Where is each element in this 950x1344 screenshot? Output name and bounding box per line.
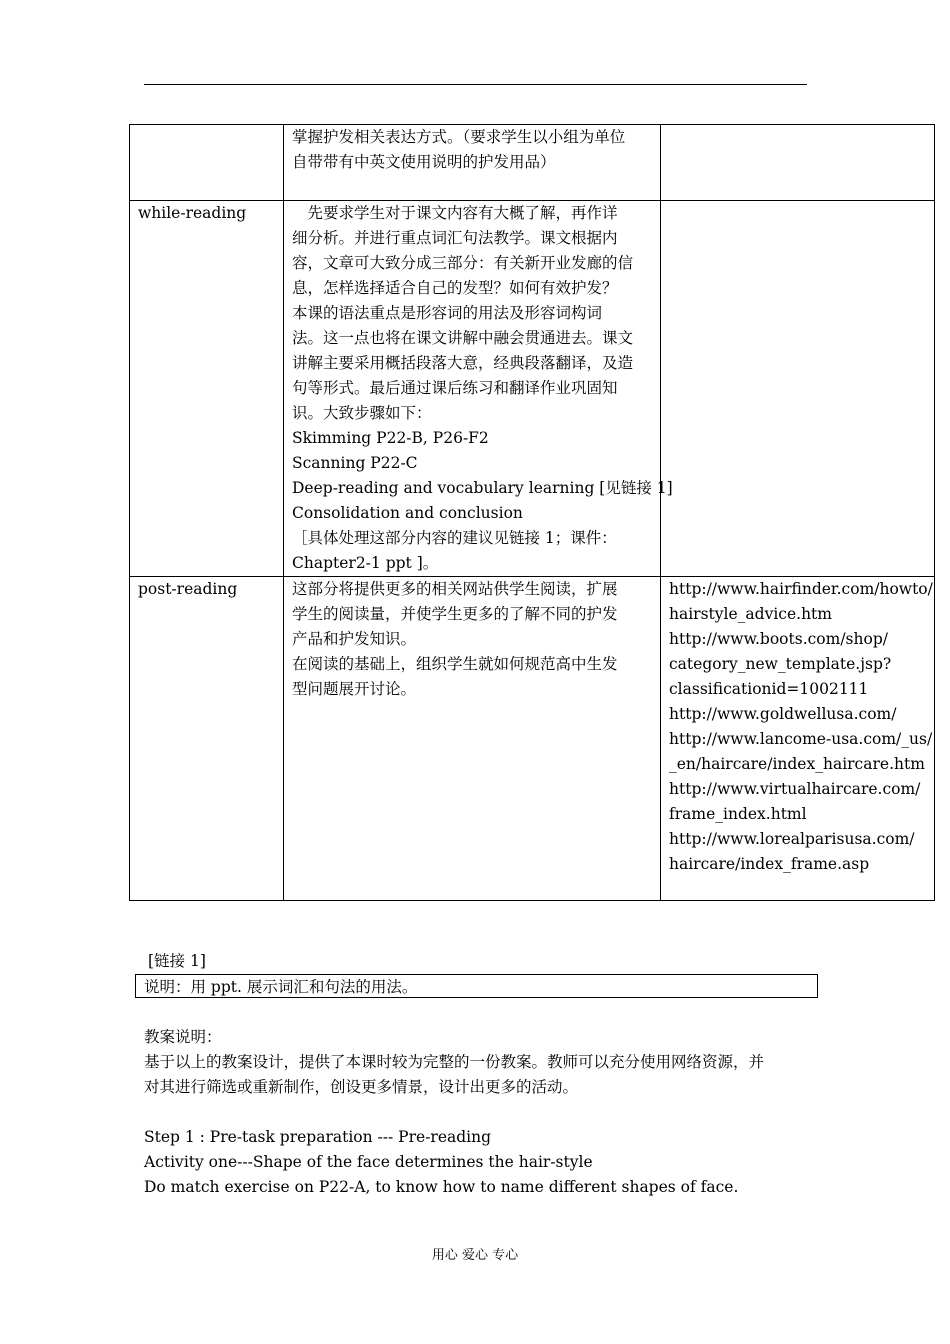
- content-line: 息，怎样选择适合自己的发型？如何有效护发？: [292, 279, 618, 297]
- resources-cell: [661, 577, 935, 901]
- content-line: Consolidation and conclusion: [292, 504, 523, 522]
- table-row: [130, 125, 935, 201]
- resources-cell: [661, 201, 935, 577]
- resource-link[interactable]: hairstyle_advice.htm: [669, 605, 832, 623]
- stage-cell: [130, 577, 284, 901]
- content-line: 学生的阅读量，并使学生更多的了解不同的护发: [292, 605, 618, 623]
- resource-link[interactable]: http://www.goldwellusa.com/: [669, 705, 897, 723]
- activity-heading: Activity one---Shape of the face determines the hair-style: [144, 1153, 593, 1171]
- resource-link[interactable]: http://www.lorealparisusa.com/: [669, 830, 915, 848]
- resource-link[interactable]: http://www.virtualhaircare.com/: [669, 780, 921, 798]
- link1-label: [链接 1]: [148, 952, 206, 970]
- resource-link[interactable]: _en/haircare/index_haircare.htm: [669, 755, 925, 773]
- stage-label: post-reading: [138, 580, 238, 598]
- content-cell: [284, 201, 673, 577]
- content-line: 自带带有中英文使用说明的护发用品）: [292, 153, 556, 171]
- table-row: [130, 201, 935, 577]
- content-cell: [284, 577, 661, 901]
- plan-notes-line: 基于以上的教案设计，提供了本课时较为完整的一份教案。教师可以充分使用网络资源，并: [144, 1053, 765, 1071]
- content-line: Scanning P22-C: [292, 454, 418, 472]
- stage-cell: [130, 125, 284, 201]
- resource-link[interactable]: classificationid=1002111: [669, 680, 869, 698]
- content-line: ［具体处理这部分内容的建议见链接 1；课件：: [292, 529, 617, 547]
- content-line: 先要求学生对于课文内容有大概了解，再作详: [292, 204, 618, 222]
- content-line: 这部分将提供更多的相关网站供学生阅读，扩展: [292, 580, 618, 598]
- content-line: 识。大致步骤如下：: [292, 404, 432, 422]
- content-line: 掌握护发相关表达方式。（要求学生以小组为单位: [292, 128, 626, 146]
- content-line: 法。这一点也将在课文讲解中融会贯通进去。课文: [292, 329, 634, 347]
- content-line: 产品和护发知识。: [292, 630, 417, 648]
- resource-link[interactable]: haircare/index_frame.asp: [669, 855, 870, 873]
- content-line: 容，文章可大致分成三部分：有关新开业发廊的信: [292, 254, 634, 272]
- plan-notes-line: 对其进行筛选或重新制作，创设更多情景，设计出更多的活动。: [144, 1078, 579, 1096]
- resource-link[interactable]: http://www.hairfinder.com/howto/: [669, 580, 933, 598]
- content-line: 本课的语法重点是形容词的用法及形容词构词: [292, 304, 603, 322]
- content-line: 在阅读的基础上，组织学生就如何规范高中生发: [292, 655, 618, 673]
- plan-notes-heading: 教案说明：: [144, 1028, 222, 1046]
- step-heading: Step 1 : Pre-task preparation --- Pre-reading: [144, 1128, 492, 1146]
- resources-cell: [661, 125, 935, 201]
- content-line: Skimming P22-B, P26-F2: [292, 429, 489, 447]
- stage-cell: [130, 201, 284, 577]
- table-row: [130, 577, 935, 901]
- content-line: 句等形式。最后通过课后练习和翻译作业巩固知: [292, 379, 618, 397]
- resource-link[interactable]: http://www.boots.com/shop/: [669, 630, 888, 648]
- stage-label: while-reading: [138, 204, 247, 222]
- link1-note-box: 说明：用 ppt. 展示词汇和句法的用法。: [135, 974, 818, 998]
- content-line: 讲解主要采用概括段落大意，经典段落翻译，及造: [292, 354, 634, 372]
- resource-link[interactable]: category_new_template.jsp?: [669, 655, 892, 673]
- lesson-plan-table: [129, 124, 935, 901]
- resource-link[interactable]: http://www.lancome-usa.com/_us/: [669, 730, 933, 748]
- content-line: Chapter2-1 ppt ]。: [292, 554, 439, 572]
- exercise-text: Do match exercise on P22-A, to know how to name different shapes of face.: [144, 1178, 739, 1196]
- page-footer: 用心 爱心 专心: [431, 1248, 519, 1263]
- content-cell: [284, 125, 661, 201]
- content-line: Deep-reading and vocabulary learning [见链接 1]: [292, 479, 673, 497]
- resource-link[interactable]: frame_index.html: [669, 805, 807, 823]
- content-line: 型问题展开讨论。: [292, 680, 417, 698]
- content-line: 细分析。并进行重点词汇句法教学。课文根据内: [292, 229, 618, 247]
- header-rule: [144, 84, 807, 85]
